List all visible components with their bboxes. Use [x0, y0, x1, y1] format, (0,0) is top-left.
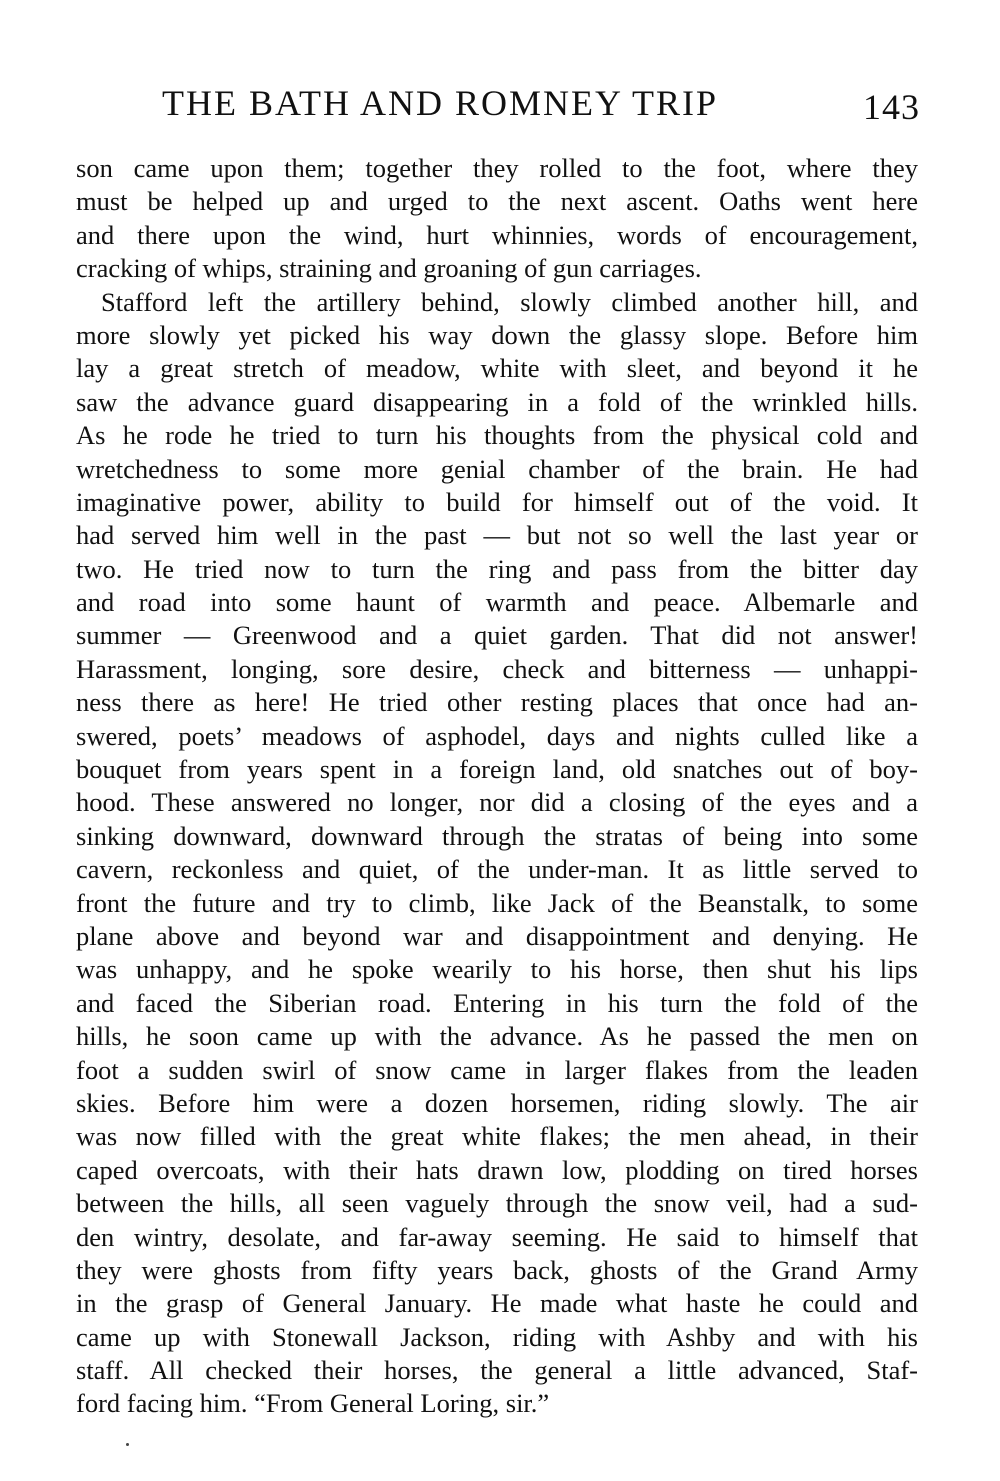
text-line: had served him well in the past — but not so well the last year or	[76, 520, 918, 551]
text-line: between the hills, all seen vaguely through the snow veil, had a sud-	[76, 1188, 918, 1219]
text-line: ness there as here! He tried other resting places that once had an-	[76, 687, 918, 718]
text-line: plane above and beyond war and disappointment and denying. He	[76, 920, 918, 951]
text-line: hills, he soon came up with the advance. As he passed the men on	[76, 1021, 918, 1052]
text-line: they were ghosts from fifty years back, ghosts of the Grand Army	[76, 1254, 918, 1285]
text-line: caped overcoats, with their hats drawn low, plodding on tired horses	[76, 1154, 918, 1185]
text-line: bouquet from years spent in a foreign land, old snatches out of boy-	[76, 754, 918, 785]
text-line: came up with Stonewall Jackson, riding with Ashby and with his	[76, 1321, 918, 1352]
text-line: foot a sudden swirl of snow came in larger flakes from the leaden	[76, 1054, 918, 1085]
print-speck	[126, 1443, 129, 1446]
text-line: imaginative power, ability to build for himself out of the void. It	[76, 486, 918, 517]
text-line: and faced the Siberian road. Entering in his turn the fold of the	[76, 987, 918, 1018]
body-text	[76, 152, 918, 1421]
text-line: and there upon the wind, hurt whinnies, words of encouragement,	[76, 219, 918, 250]
text-line: swered, poets’ meadows of asphodel, days and nights culled like a	[76, 720, 918, 751]
text-line: was unhappy, and he spoke wearily to his horse, then shut his lips	[76, 954, 918, 985]
text-line: and road into some haunt of warmth and peace. Albemarle and	[76, 587, 918, 618]
text-line: summer — Greenwood and a quiet garden. That did not answer!	[76, 620, 918, 651]
text-line: in the grasp of General January. He made what haste he could and	[76, 1288, 918, 1319]
text-line: sinking downward, downward through the stratas of being into some	[76, 820, 918, 851]
text-line: den wintry, desolate, and far-away seeming. He said to himself that	[76, 1221, 918, 1252]
text-line: saw the advance guard disappearing in a fold of the wrinkled hills.	[76, 386, 918, 417]
text-line: was now filled with the great white flakes; the men ahead, in their	[76, 1121, 918, 1152]
text-line: hood. These answered no longer, nor did a closing of the eyes and a	[76, 787, 918, 818]
text-line: Stafford left the artillery behind, slowly climbed another hill, and	[101, 286, 918, 317]
text-line: two. He tried now to turn the ring and pass from the bitter day	[76, 553, 918, 584]
text-line: staff. All checked their horses, the general a little advanced, Staf-	[76, 1355, 918, 1386]
chapter-title: THE BATH AND ROMNEY TRIP	[162, 83, 719, 123]
text-line: wretchedness to some more genial chamber of the brain. He had	[76, 453, 918, 484]
text-line: lay a great stretch of meadow, white with sleet, and beyond it he	[76, 353, 918, 384]
page-number: 143	[863, 87, 920, 127]
running-head	[76, 82, 920, 128]
text-line: Harassment, longing, sore desire, check and bitterness — unhappi-	[76, 653, 918, 684]
text-line: cracking of whips, straining and groaning of gun carriages.	[76, 253, 702, 284]
text-line: more slowly yet picked his way down the glassy slope. Before him	[76, 319, 918, 350]
text-line: cavern, reckonless and quiet, of the under-man. It as little served to	[76, 854, 918, 885]
text-line: front the future and try to climb, like Jack of the Beanstalk, to some	[76, 887, 918, 918]
text-line: son came upon them; together they rolled to the foot, where they	[76, 153, 918, 183]
text-line: As he rode he tried to turn his thoughts from the physical cold and	[76, 420, 918, 451]
text-line: must be helped up and urged to the next ascent. Oaths went here	[76, 186, 918, 217]
text-line: skies. Before him were a dozen horsemen, riding slowly. The air	[76, 1087, 918, 1118]
text-line: ford facing him. “From General Loring, sir.”	[76, 1388, 550, 1419]
